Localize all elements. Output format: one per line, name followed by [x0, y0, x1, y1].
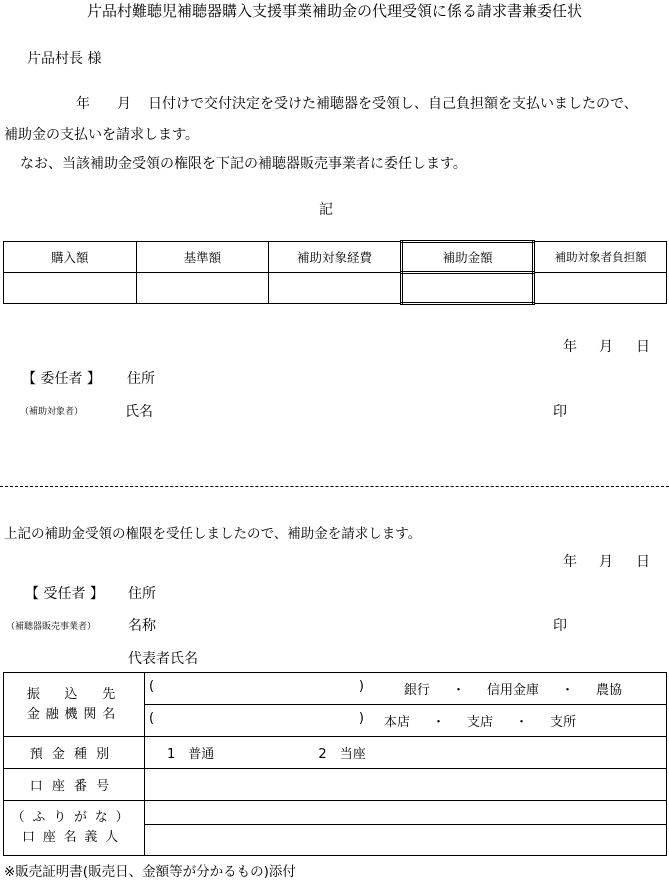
branch-name-cell[interactable] [145, 705, 667, 737]
delegator-name-label: 氏名 [125, 404, 153, 420]
delegate-name-label: 名称 [128, 618, 156, 634]
institution-label [4, 673, 145, 737]
holder-name-label: 口座名義人 [21, 830, 126, 845]
fee-header: 補助対象経費 [269, 242, 402, 273]
fee-value[interactable] [269, 273, 402, 304]
delegate-seal: 印 [553, 618, 567, 634]
delegator-date-day: 日 [636, 339, 650, 355]
bank-type-sep: ・ [560, 683, 574, 698]
delegate-date-day: 日 [636, 554, 650, 570]
holder-name-cell[interactable] [145, 825, 667, 856]
institution-label-line1: 振 込 先 [26, 686, 122, 702]
addressee: 片品村長 様 [27, 51, 102, 67]
furigana-label: （ふりがな） [11, 810, 137, 825]
branch-open-paren: ( [149, 711, 155, 726]
branch-type-sep: ・ [432, 715, 446, 730]
body-line3: なお、当該補助金受領の権限を下記の補聴器販売事業者に委任します。 [20, 156, 467, 172]
branch-type-shisho: 支所 [550, 715, 577, 730]
delegator-seal: 印 [553, 404, 567, 420]
document-title: 片品村難聴児補聴器購入支援事業補助金の代理受領に係る請求書兼委任状 [86, 2, 582, 20]
delegate-date-month: 月 [599, 554, 613, 570]
body-year: 年 [76, 96, 90, 112]
branch-type-honten: 本店 [384, 715, 411, 730]
institution-label-line2: 金融機関名 [26, 706, 122, 722]
fee-header: 補助対象者負担額 [534, 242, 667, 273]
fee-value[interactable] [534, 273, 667, 304]
bank-type-sep: ・ [451, 683, 465, 698]
account-number-cell[interactable] [145, 769, 667, 801]
body-line1: 日付けで交付決定を受けた補聴器を受領し、自己負担額を支払いましたので、 [148, 96, 638, 112]
fee-value[interactable] [4, 273, 137, 304]
delegator-date-year: 年 [563, 339, 577, 355]
receiver-statement: 上記の補助金受領の権限を受任しましたので、補助金を請求します。 [4, 526, 422, 542]
delegator-role-sub: （補助対象者） [20, 407, 84, 417]
delegate-address-label: 住所 [128, 586, 156, 602]
body-line2: 補助金の支払いを請求します。 [4, 127, 199, 143]
body-month: 月 [117, 96, 131, 112]
fee-table [3, 240, 667, 305]
delegate-role-sub: （補聴器販売事業者） [6, 622, 97, 632]
bank-table [3, 672, 667, 856]
deposit-type-label: 預金種別 [4, 737, 145, 769]
bank-open-paren: ( [149, 679, 155, 694]
fee-header: 基準額 [136, 242, 269, 273]
bank-close-paren: ) [358, 679, 364, 694]
delegator-date-month: 月 [599, 339, 613, 355]
bank-type-nokyo: 農協 [595, 683, 622, 698]
bank-type-bank: 銀行 [403, 683, 430, 698]
branch-type-shiten: 支店 [467, 715, 494, 730]
deposit-type-current[interactable]: 2 当座 [318, 747, 366, 762]
holder-label [4, 801, 145, 856]
cut-line [0, 486, 669, 487]
delegate-rep-label: 代表者氏名 [128, 651, 198, 667]
holder-furigana-cell[interactable] [145, 801, 667, 825]
delegate-role: 【 受任者 】 [25, 586, 104, 602]
bank-type-shinkin: 信用金庫 [486, 683, 539, 698]
fee-value[interactable] [401, 273, 534, 304]
fee-header: 購入額 [4, 242, 137, 273]
footnote: ※販売証明書(販売日、金額等が分かるもの)添付 [4, 864, 296, 880]
delegator-address-label: 住所 [127, 371, 155, 387]
branch-close-paren: ) [358, 711, 364, 726]
bank-name-cell[interactable] [145, 673, 667, 705]
fee-header: 補助金額 [401, 242, 534, 273]
fee-value[interactable] [136, 273, 269, 304]
deposit-type-cell[interactable] [145, 737, 667, 769]
delegator-role: 【 委任者 】 [22, 371, 101, 387]
delegate-date-year: 年 [563, 554, 577, 570]
deposit-type-regular[interactable]: 1 普通 [167, 747, 215, 762]
account-number-label: 口座番号 [4, 769, 145, 801]
ki-heading: 記 [319, 202, 333, 218]
branch-type-sep: ・ [515, 715, 529, 730]
